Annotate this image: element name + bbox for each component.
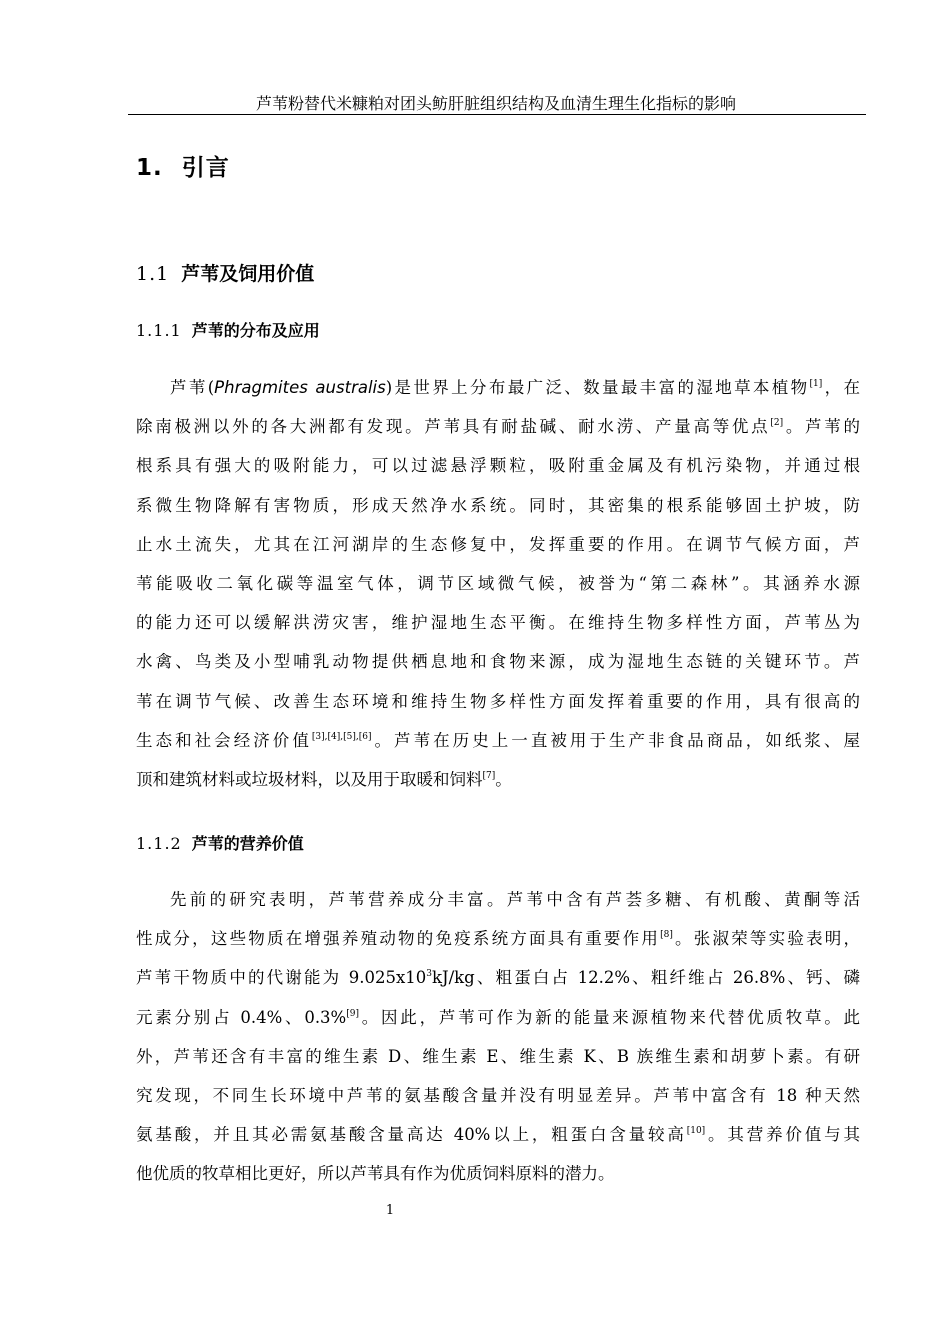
paragraph-line [136, 407, 860, 446]
exponent: 3 [426, 969, 432, 980]
paragraph-line: 他优质的牧草相比更好，所以芦苇具有作为优质饲料原料的潜力。 [136, 1164, 615, 1184]
citation: [10] [686, 1126, 706, 1137]
subsubsection-heading-distribution [136, 318, 320, 341]
citation: [7] [482, 770, 496, 781]
paragraph-line: 先前的研究表明，芦苇营养成分丰富。芦苇中含有芦荟多糖、有机酸、黄酮等活 [170, 890, 860, 909]
paragraph-line [136, 998, 860, 1037]
text-run: )是世界上分布最广泛、数量最丰富的湿地草本植物 [385, 378, 810, 397]
text-run: 氨基酸，并且其必需氨基酸含量高达 40%以上，粗蛋白含量较高 [136, 1125, 687, 1145]
text-run: 。 [495, 769, 512, 789]
text-run: ，在 [822, 378, 861, 397]
subsubsection-heading-nutrition [136, 831, 304, 854]
text-run: 。张淑荣等实验表明， [672, 929, 861, 949]
paragraph-line: 系微生物降解有害物质，形成天然净水系统。同时，其密集的根系能够固土护坡，防 [136, 495, 860, 515]
text-run: 除南极洲以外的各大洲都有发现。芦苇具有耐盐碱、耐水涝、产量高等优点 [136, 417, 771, 437]
paragraph-nutrition [136, 880, 860, 1194]
section-number: 1. [136, 155, 163, 181]
paragraph-line: 究发现，不同生长环境中芦苇的氨基酸含量并没有明显差异。芦苇中富含有 18 种天然 [136, 1085, 860, 1105]
text-run: 元素分别占 0.4%、0.3% [136, 1007, 347, 1027]
citation: [9] [346, 1008, 359, 1019]
paragraph-line [136, 1115, 860, 1154]
subsubsection-title: 芦苇的营养价值 [191, 834, 304, 853]
paragraph-line: 苇能吸收二氧化碳等温室气体，调节区域微气候，被誉为“第二森林”。其涵养水源 [136, 573, 860, 593]
text-run: 生态和社会经济价值 [136, 730, 312, 750]
text-run: kJ/kg、粗蛋白占 12.2%、粗纤维占 26.8%、钙、磷 [431, 968, 860, 988]
text-run: 芦苇干物质中的代谢能为 9.025x10 [136, 968, 427, 988]
subsection-title: 芦苇及饲用价值 [181, 263, 315, 285]
paragraph-line: 的能力还可以缓解洪涝灾害，维护湿地生态平衡。在维持生物多样性方面，芦苇丛为 [136, 613, 860, 633]
paragraph-line [136, 368, 860, 407]
subsection-number: 1.1 [136, 263, 170, 285]
subsubsection-number: 1.1.2 [136, 834, 182, 853]
running-header: 芦苇粉替代米糠粕对团头鲂肝脏组织结构及血清生理生化指标的影响 [255, 94, 736, 113]
citation: [2] [770, 418, 784, 429]
header-rule [128, 114, 866, 115]
citation: [3],[4],[5],[6] [311, 731, 372, 742]
text-run: 。其营养价值与其 [705, 1125, 861, 1145]
subsection-heading [136, 259, 314, 286]
paragraph-line: 止水土流失，尤其在江河湖岸的生态修复中，发挥重要的作用。在调节气候方面，芦 [136, 534, 860, 554]
citation: [1] [809, 379, 823, 389]
paragraph-line: 外，芦苇还含有丰富的维生素 D、维生素 E、维生素 K、B 族维生素和胡萝卜素。有研 [136, 1046, 860, 1066]
section-heading [136, 149, 230, 182]
subsubsection-title: 芦苇的分布及应用 [191, 321, 320, 340]
paragraph-line [136, 760, 860, 799]
text-run: 芦苇( [170, 378, 215, 397]
paragraph-line [136, 721, 860, 760]
section-title: 引言 [181, 155, 230, 181]
paragraph-line: 水禽、鸟类及小型哺乳动物提供栖息地和食物来源，成为湿地生态链的关键环节。芦 [136, 652, 860, 672]
text-run: 。芦苇的 [783, 417, 861, 437]
paragraph-line: 苇在调节气候、改善生态环境和维持生物多样性方面发挥着重要的作用，具有很高的 [136, 691, 860, 711]
citation: [8] [660, 930, 673, 941]
text-run: 。芦苇在历史上一直被用于生产非食品商品，如纸浆、屋 [371, 730, 861, 750]
scientific-name: Phragmites australis [214, 378, 386, 397]
text-run: 性成分，这些物质在增强养殖动物的免疫系统方面具有重要作用 [136, 929, 661, 949]
subsubsection-number: 1.1.1 [136, 321, 182, 340]
paragraph-line [136, 919, 860, 958]
paragraph-distribution [136, 368, 860, 799]
page-number: 1 [385, 1203, 395, 1218]
text-run: 。因此，芦苇可作为新的能量来源植物来代替优质牧草。此 [359, 1007, 861, 1027]
paragraph-line [136, 958, 860, 997]
text-run: 顶和建筑材料或垃圾材料，以及用于取暖和饲料 [136, 769, 483, 789]
paragraph-line: 根系具有强大的吸附能力，可以过滤悬浮颗粒，吸附重金属及有机污染物，并通过根 [136, 456, 860, 476]
